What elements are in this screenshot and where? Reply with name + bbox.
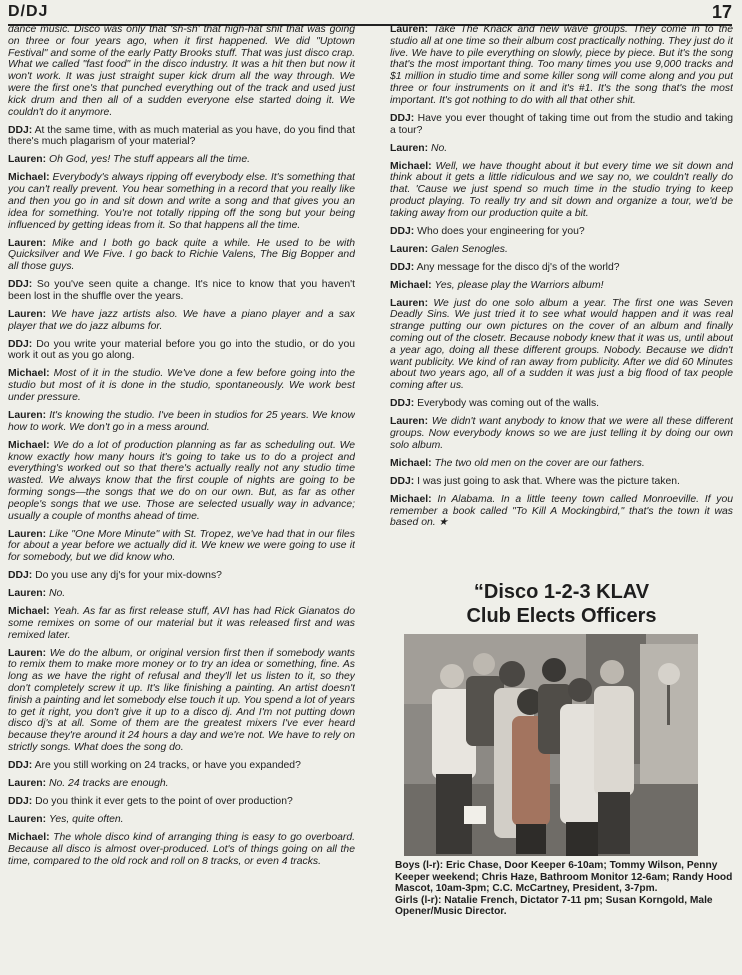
speaker-label: Lauren: bbox=[390, 24, 429, 35]
speaker-label: Michael: bbox=[8, 831, 50, 843]
interview-paragraph bbox=[8, 529, 355, 564]
page-header bbox=[8, 2, 732, 26]
speech-text: No. 24 tracks are enough. bbox=[49, 778, 169, 790]
interview-paragraph bbox=[390, 24, 733, 107]
interview-paragraph bbox=[8, 778, 355, 790]
interview-paragraph bbox=[8, 832, 355, 867]
speech-text: Have you ever thought of taking time out from the studio and taking a tour? bbox=[390, 112, 733, 136]
interview-paragraph bbox=[8, 760, 355, 772]
headline-line-2: Club Elects Officers bbox=[466, 605, 657, 627]
group-photo-image bbox=[404, 634, 698, 856]
interview-paragraph bbox=[8, 279, 355, 303]
interview-paragraph bbox=[390, 244, 733, 256]
speech-text: The two old men on the cover are our fathers. bbox=[434, 457, 645, 469]
interview-paragraph bbox=[8, 606, 355, 641]
speech-text: We do a lot of production planning as far as scheduling out. We know exactly how many hours it's going to take us to do a project and everything's worked out so that there's actually really not any studio time wasted. We always know that the first couple of nights are going to be forming songs—the songs that we do on our own. But, as far as other people's songs that we use. Those are selected usually way in advance; usually a couple of months ahead of time. bbox=[8, 439, 355, 522]
speech-text: In Alabama. In a little teeny town called Monroeville. If you remember a book called "To Kill A Mockingbird," that's the town it was based on. ★ bbox=[390, 493, 733, 529]
speaker-label: DDJ: bbox=[390, 475, 415, 487]
speech-text: No. bbox=[431, 142, 448, 154]
speaker-label: DDJ: bbox=[8, 338, 33, 350]
speech-text: Who does your engineering for you? bbox=[417, 225, 585, 237]
speaker-label: DDJ: bbox=[8, 570, 33, 582]
speaker-label: DDJ: bbox=[8, 124, 33, 136]
interview-paragraph bbox=[8, 796, 355, 808]
speaker-label: Lauren: bbox=[390, 243, 429, 255]
speech-text: Yes, please play the Warriors album! bbox=[434, 279, 604, 291]
interview-paragraph bbox=[390, 494, 733, 529]
speech-text: So you've seen quite a change. It's nice to know that you haven't been lost in the shuffle over the years. bbox=[8, 279, 355, 302]
interview-paragraph bbox=[8, 339, 355, 363]
speech-text: Yes, quite often. bbox=[49, 813, 124, 825]
speaker-label: DDJ: bbox=[8, 279, 33, 291]
club-group-photo bbox=[404, 634, 698, 856]
speaker-label: Michael: bbox=[8, 368, 50, 380]
interview-paragraph bbox=[8, 172, 355, 231]
speaker-label: Lauren: bbox=[8, 813, 47, 825]
speech-text: Oh God, yes! The stuff appears all the time. bbox=[49, 154, 250, 166]
interview-paragraph bbox=[8, 570, 355, 582]
interview-paragraph bbox=[8, 410, 355, 434]
speech-text: Do you think it ever gets to the point of over production? bbox=[35, 796, 293, 807]
speech-text: At the same time, with as much material as you have, do you find that there's much plagarism of your material? bbox=[8, 124, 355, 148]
speech-text: The whole disco kind of arranging thing is easy to go overboard. Because all disco is almost over-produced. Lot's of things going on all the time, compared to the old rock and roll on 8 tracks, or even 4 tracks. bbox=[8, 831, 355, 867]
speech-text: It's knowing the studio. I've been in studios for 25 years. We know how to work. We don't go in a mess around. bbox=[8, 410, 355, 433]
interview-paragraph bbox=[8, 125, 355, 149]
speaker-label: DDJ: bbox=[390, 225, 415, 237]
page-number: 17 bbox=[711, 2, 732, 22]
speaker-label: Michael: bbox=[390, 457, 432, 469]
speaker-label: DDJ: bbox=[390, 112, 415, 124]
speaker-label: Michael: bbox=[8, 606, 50, 618]
speech-text: Yeah. As far as first release stuff, AVI has had Rick Gianatos do some remixes on some of our material but it was released first and was remixed later. bbox=[8, 606, 355, 641]
interview-paragraph bbox=[8, 309, 355, 333]
speech-text: dance music. Disco was only that 'sh-sh' that high-hat shit that was going on three or four years ago, when it first happened. We did "Uptown Festival" and some of the early Patty Brooks stuff. That was just disco crap. What we called "fast food" in the disco industry. It was a hit then but now it won't work. It was just straight super kick drum all the way through. We were the first one's that punched everything out of the track and used just kick drum and then all of a sudden everyone else started doing it. We couldn't do it anymore. bbox=[8, 24, 355, 118]
interview-paragraph bbox=[8, 814, 355, 826]
speaker-label: Michael: bbox=[390, 279, 432, 291]
interview-paragraph bbox=[390, 113, 733, 137]
section-tag: D/DJ bbox=[8, 3, 49, 20]
speaker-label: Michael: bbox=[390, 493, 432, 505]
interview-paragraph bbox=[390, 161, 733, 220]
speaker-label: Lauren: bbox=[8, 778, 47, 790]
speech-text: We didn't want anybody to know that we were all these different groups. Now everybody knows so we are just telling it by doing our own solo album. bbox=[390, 416, 733, 451]
speaker-label: Lauren: bbox=[8, 154, 47, 166]
speaker-label: DDJ: bbox=[8, 760, 33, 772]
speech-text: No. bbox=[49, 588, 66, 600]
speaker-label: Michael: bbox=[390, 160, 432, 172]
speech-text: Everybody's always ripping off everybody else. It's something that you can't really prevent. You hear something in a record that you really like and then you go in and sit down and write a song and that gives you an idea for something. You're not totally ripping off the song but your being influenced by getting ideas from it. So that happens all the time. bbox=[8, 172, 355, 231]
interview-paragraph bbox=[390, 280, 733, 292]
speech-text: Are you still working on 24 tracks, or have you expanded? bbox=[34, 760, 301, 772]
speaker-label: Michael: bbox=[8, 172, 50, 184]
photo-caption bbox=[395, 860, 740, 918]
headline-line-1: “Disco 1-2-3 KLAV bbox=[473, 581, 650, 603]
speech-text: Take The Knack and new wave groups. They come in to the studio all at one time so their album cost practically nothing. They just do it live. We have to pile everything on slowly, piece by piece. But it's the song that's the most important thing. Too many times you use 9,000 tracks and $1 million in studio time and some killer song will come along and you put three or four instruments on it and it's #1. It's the song that's the most important. It's got nothing to do with all that other shit. bbox=[390, 24, 733, 106]
speech-text: Most of it in the studio. We've done a few before going into the studio but most of it is done in the studio, spontaneously. We work best under pressure. bbox=[8, 368, 355, 404]
speaker-label: Lauren: bbox=[8, 237, 47, 249]
speech-text: Mike and I both go back quite a while. He used to be with Quicksilver and We Five. I go back to Richie Valens, The Big Bopper and all those guys. bbox=[8, 237, 355, 273]
caption-boys: Boys (l-r): Eric Chase, Door Keeper 6-10am; Tommy Wilson, Penny Keeper weekend; Chris Haze, Bathroom Monitor 12-6am; Randy Hood Mascot, 10am-3pm; C.C. McCartney, President, 3-7pm. bbox=[395, 860, 733, 895]
interview-paragraph bbox=[8, 588, 355, 600]
speaker-label: DDJ: bbox=[8, 796, 33, 807]
speech-text: Galen Senogles. bbox=[431, 243, 508, 255]
article-headline bbox=[390, 580, 733, 628]
speaker-label: Lauren: bbox=[8, 588, 47, 600]
caption-girls: Girls (l-r): Natalie French, Dictator 7-11 pm; Susan Korngold, Male Opener/Music Director. bbox=[395, 894, 713, 918]
speech-text: Like "One More Minute" with St. Tropez, we've had that in our files for about a year before we actually did it. We knew we were going to use it for somebody, but we did know who. bbox=[8, 528, 355, 564]
speech-text: Any message for the disco dj's of the world? bbox=[416, 261, 620, 273]
interview-paragraph bbox=[8, 154, 355, 166]
speech-text: Everybody was coming out of the walls. bbox=[417, 398, 600, 410]
speech-text: I was just going to ask that. Where was the picture taken. bbox=[417, 475, 680, 487]
interview-paragraph bbox=[390, 398, 733, 410]
interview-paragraph bbox=[390, 226, 733, 238]
speech-text: Well, we have thought about it but every time we sit down and think about it gets a little ridiculous and we say no, we couldn't really do that. 'Cause we just spend so much time in the studio trying to keep product playing. To really try and sit down and organize a tour, we'd be taking away from our production quite a bit. bbox=[390, 160, 733, 219]
speaker-label: Lauren: bbox=[390, 416, 429, 428]
interview-paragraph bbox=[390, 298, 733, 392]
speech-text: We do the album, or original version first then if somebody wants to remix them to make more money or to try an idea or something, fine. As long as we have the right of refusal and they'll let us listen to it, so they don't completely screw it up. It's like finishing a painting. An artist doesn't finish a painting and let somebody else touch it up. You spend a lot of years to get it right, you don't give it up to a disco dj. And I'm not putting down disco dj's at all. Some of them are the greatest mixers I've ever heard because they're around it 24 hours a day and we're not. We have to rely on strictly songs. What does the song do. bbox=[8, 647, 355, 754]
interview-paragraph bbox=[8, 440, 355, 523]
speaker-label: Lauren: bbox=[390, 142, 429, 154]
interview-paragraph bbox=[390, 458, 733, 470]
interview-column-left bbox=[8, 24, 355, 972]
speech-text: We have jazz artists also. We have a piano player and a sax player that we do jazz albums for. bbox=[8, 308, 355, 332]
speaker-label: Lauren: bbox=[8, 410, 47, 421]
speaker-label: Lauren: bbox=[8, 528, 47, 540]
speaker-label: Lauren: bbox=[390, 297, 429, 309]
interview-paragraph bbox=[8, 648, 355, 754]
speech-text: Do you write your material before you go into the studio, or do you work it out as you go along. bbox=[8, 338, 355, 362]
interview-column-right bbox=[390, 24, 733, 572]
speaker-label: Lauren: bbox=[8, 308, 47, 320]
speech-text: We just do one solo album a year. The first one was Seven Deadly Sins. We just tried it to see what would happen and it was real strange putting our own pictures on the cover of an album and finally coming out of the closetr. Because nobody knew that it was us, until about a year ago, doing all these different groups. Nobody. Because we didn't want publicity. We kind of ran away from publicity. After we did 60 Minutes about two years ago, all of a sudden it was just a big flood of tax people coming after us. bbox=[390, 297, 733, 392]
speech-text: Do you use any dj's for your mix-downs? bbox=[35, 570, 222, 582]
interview-paragraph bbox=[8, 368, 355, 403]
interview-paragraph bbox=[390, 476, 733, 488]
speaker-label: Lauren: bbox=[8, 647, 47, 659]
speaker-label: DDJ: bbox=[390, 261, 415, 273]
speaker-label: DDJ: bbox=[390, 398, 415, 410]
interview-paragraph bbox=[390, 143, 733, 155]
interview-paragraph bbox=[390, 262, 733, 274]
interview-paragraph bbox=[390, 416, 733, 451]
interview-paragraph bbox=[8, 24, 355, 118]
speaker-label: Michael: bbox=[8, 439, 50, 451]
interview-paragraph bbox=[8, 238, 355, 273]
